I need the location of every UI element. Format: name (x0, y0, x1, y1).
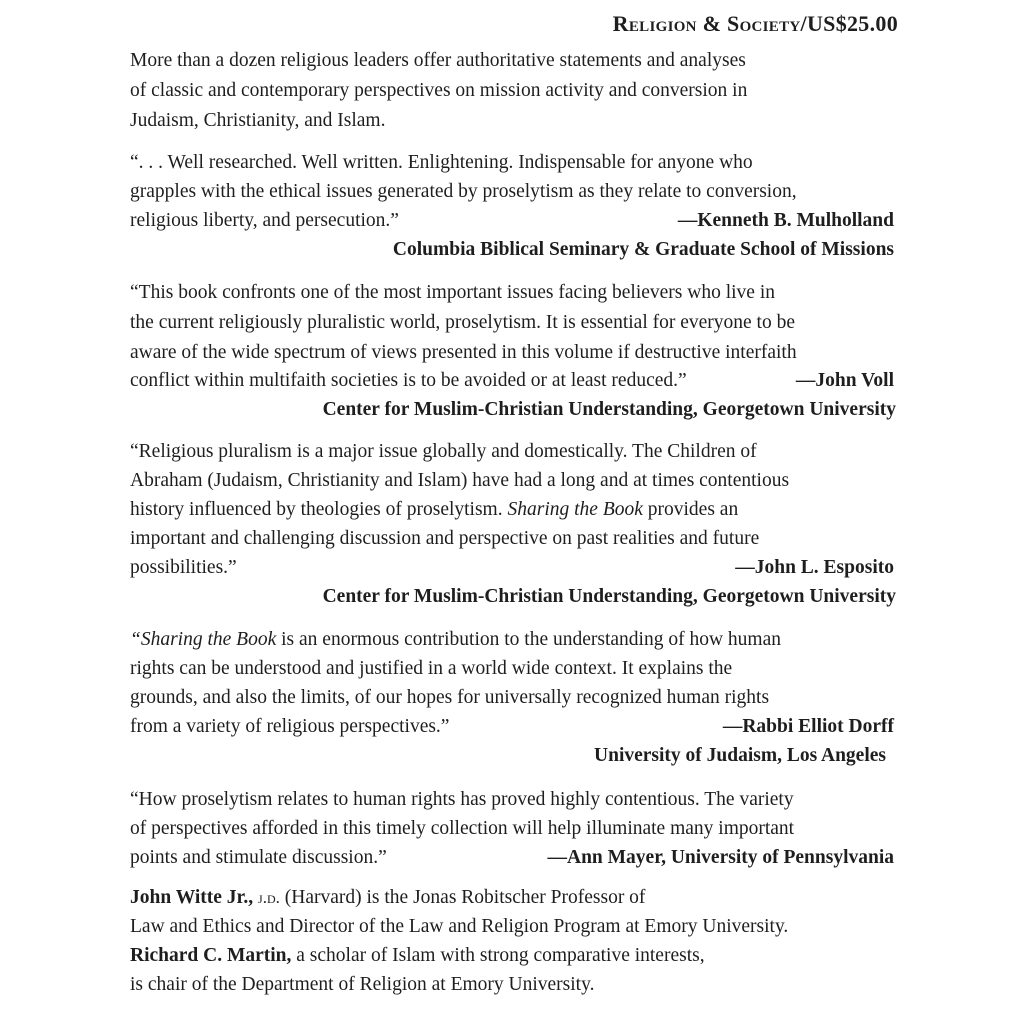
bio-line: is chair of the Department of Religion at Emory University. (130, 974, 595, 995)
author-name: John Witte Jr., (130, 887, 254, 908)
description-line: Judaism, Christianity, and Islam. (130, 110, 386, 131)
book-title-italic: “Sharing the Book (130, 629, 277, 650)
author-name: Richard C. Martin, (130, 945, 292, 966)
quote-author: —Rabbi Elliot Dorff (722, 716, 894, 737)
quote-author: —Ann Mayer, University of Pennsylvania (547, 847, 894, 868)
quote-line: history influenced by theologies of proselytism. Sharing the Book provides an (130, 499, 739, 520)
book-title-italic: Sharing the Book (507, 499, 643, 520)
quote-author: —John Voll (795, 370, 894, 391)
quote-line: the current religiously pluralistic world, proselytism. It is essential for everyone to be (130, 312, 795, 333)
quote-line: rights can be understood and justified in a world wide context. It explains the (130, 658, 733, 679)
quote-author: —John L. Esposito (735, 557, 894, 578)
quote-line: from a variety of religious perspectives.” (130, 716, 450, 737)
description-line: More than a dozen religious leaders offer authoritative statements and analyses (130, 50, 746, 71)
quote-line: “Sharing the Book is an enormous contribution to the understanding of how human (130, 629, 782, 650)
quote-line: “How proselytism relates to human rights has proved highly contentious. The variety (130, 789, 794, 810)
quote-affiliation: Center for Muslim-Christian Understanding, Georgetown University (322, 399, 896, 420)
quote-line: religious liberty, and persecution.” (130, 210, 399, 231)
quote-line: important and challenging discussion and perspective on past realities and future (130, 528, 760, 549)
quote-affiliation: University of Judaism, Los Angeles (594, 745, 886, 766)
bio-witte: John Witte Jr., j.d. (Harvard) is the Jonas Robitscher Professor of (130, 887, 646, 908)
quote-line: “This book confronts one of the most important issues facing believers who live in (130, 282, 775, 303)
bio-line: Law and Ethics and Director of the Law and Religion Program at Emory University. (130, 916, 789, 937)
quote-affiliation: Columbia Biblical Seminary & Graduate School of Missions (392, 239, 894, 260)
category-price: Religion & Society/US$25.00 (612, 11, 898, 36)
quote-line: points and stimulate discussion.” (130, 847, 387, 868)
quote-line: grapples with the ethical issues generated by proselytism as they relate to conversion, (130, 181, 797, 202)
quote-author: —Kenneth B. Mulholland (677, 210, 894, 231)
quote-affiliation: Center for Muslim-Christian Understanding, Georgetown University (322, 586, 896, 607)
quote-line: “. . . Well researched. Well written. Enlightening. Indispensable for anyone who (130, 152, 753, 173)
quote-line: “Religious pluralism is a major issue globally and domestically. The Children of (130, 441, 757, 462)
quote-line: grounds, and also the limits, of our hopes for universally recognized human rights (130, 687, 770, 708)
bio-martin: Richard C. Martin, a scholar of Islam with strong comparative interests, (130, 945, 705, 966)
quote-line: Abraham (Judaism, Christianity and Islam) have had a long and at times contentious (130, 470, 790, 491)
description-line: of classic and contemporary perspectives on mission activity and conversion in (130, 80, 748, 101)
quote-line: conflict within multifaith societies is to be avoided or at least reduced.” (130, 370, 687, 391)
quote-line: of perspectives afforded in this timely collection will help illuminate many important (130, 818, 795, 839)
quote-line: aware of the wide spectrum of views presented in this volume if destructive interfaith (130, 342, 797, 363)
quote-line: possibilities.” (130, 557, 237, 578)
